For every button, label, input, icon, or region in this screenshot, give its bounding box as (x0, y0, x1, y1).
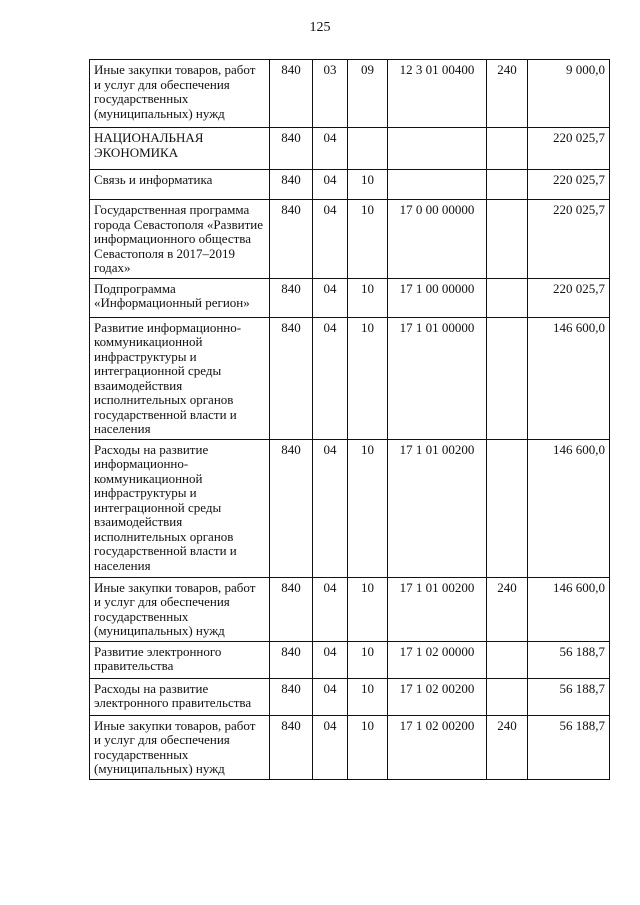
row-vr (487, 641, 528, 678)
row-rz: 04 (313, 439, 348, 577)
row-sum: 9 000,0 (528, 60, 610, 128)
row-sum: 56 188,7 (528, 715, 610, 779)
row-sum: 220 025,7 (528, 170, 610, 200)
row-ved: 840 (270, 200, 313, 279)
row-pr: 10 (348, 200, 388, 279)
row-csr (388, 128, 487, 170)
table-row (90, 678, 610, 715)
row-sum: 220 025,7 (528, 278, 610, 317)
row-csr: 17 1 01 00000 (388, 317, 487, 439)
row-sum: 220 025,7 (528, 200, 610, 279)
row-vr (487, 278, 528, 317)
row-pr: 10 (348, 641, 388, 678)
row-vr: 240 (487, 60, 528, 128)
row-pr: 10 (348, 577, 388, 641)
row-csr (388, 170, 487, 200)
row-csr: 17 1 02 00200 (388, 715, 487, 779)
row-name: Подпрограмма «Информационный регион» (90, 278, 270, 317)
row-sum: 146 600,0 (528, 439, 610, 577)
budget-table (89, 59, 610, 780)
row-ved: 840 (270, 317, 313, 439)
row-csr: 17 1 02 00000 (388, 641, 487, 678)
row-vr (487, 439, 528, 577)
page-number: 125 (309, 20, 331, 35)
table-row (90, 439, 610, 577)
row-ved: 840 (270, 439, 313, 577)
row-sum: 220 025,7 (528, 128, 610, 170)
row-vr (487, 170, 528, 200)
row-pr: 10 (348, 278, 388, 317)
row-name: Иные закупки товаров, работ и услуг для обеспечения государственных (муниципальных) нужд (90, 715, 270, 779)
row-ved: 840 (270, 678, 313, 715)
row-name: Расходы на развитие информационно-коммуникационной инфраструктуры и интеграционной среды взаимодействия исполнительных органов государственной власти и населения (90, 439, 270, 577)
row-name: Государственная программа города Севастополя «Развитие информационного общества Севастополя в 2017–2019 годах» (90, 200, 270, 279)
row-ved: 840 (270, 128, 313, 170)
row-vr (487, 317, 528, 439)
row-vr (487, 678, 528, 715)
row-name: Связь и информатика (90, 170, 270, 200)
row-csr: 17 1 00 00000 (388, 278, 487, 317)
table-row (90, 317, 610, 439)
table-row (90, 577, 610, 641)
row-sum: 146 600,0 (528, 317, 610, 439)
row-vr: 240 (487, 715, 528, 779)
row-vr: 240 (487, 577, 528, 641)
row-pr (348, 128, 388, 170)
row-rz: 04 (313, 200, 348, 279)
row-pr: 10 (348, 317, 388, 439)
table-row (90, 128, 610, 170)
row-vr (487, 200, 528, 279)
table-row (90, 641, 610, 678)
table-row (90, 200, 610, 279)
row-csr: 12 3 01 00400 (388, 60, 487, 128)
row-sum: 146 600,0 (528, 577, 610, 641)
row-ved: 840 (270, 641, 313, 678)
row-rz: 04 (313, 641, 348, 678)
row-ved: 840 (270, 60, 313, 128)
row-rz: 04 (313, 170, 348, 200)
table-row (90, 715, 610, 779)
row-csr: 17 1 01 00200 (388, 577, 487, 641)
row-pr: 10 (348, 170, 388, 200)
row-name: НАЦИОНАЛЬНАЯ ЭКОНОМИКА (90, 128, 270, 170)
row-csr: 17 1 01 00200 (388, 439, 487, 577)
row-rz: 04 (313, 317, 348, 439)
table-row (90, 278, 610, 317)
row-ved: 840 (270, 577, 313, 641)
row-pr: 10 (348, 439, 388, 577)
table-row (90, 170, 610, 200)
row-ved: 840 (270, 278, 313, 317)
row-name: Развитие информационно-коммуникационной инфраструктуры и интеграционной среды взаимодействия исполнительных органов государственной власти и населения (90, 317, 270, 439)
row-name: Расходы на развитие электронного правительства (90, 678, 270, 715)
row-rz: 04 (313, 715, 348, 779)
row-vr (487, 128, 528, 170)
row-ved: 840 (270, 170, 313, 200)
row-name: Иные закупки товаров, работ и услуг для обеспечения государственных (муниципальных) нужд (90, 577, 270, 641)
row-rz: 04 (313, 278, 348, 317)
row-rz: 04 (313, 128, 348, 170)
row-rz: 03 (313, 60, 348, 128)
row-rz: 04 (313, 678, 348, 715)
row-pr: 10 (348, 715, 388, 779)
table-row (90, 60, 610, 128)
row-name: Иные закупки товаров, работ и услуг для обеспечения государственных (муниципальных) нужд (90, 60, 270, 128)
row-pr: 09 (348, 60, 388, 128)
row-pr: 10 (348, 678, 388, 715)
row-sum: 56 188,7 (528, 641, 610, 678)
row-rz: 04 (313, 577, 348, 641)
row-ved: 840 (270, 715, 313, 779)
row-csr: 17 1 02 00200 (388, 678, 487, 715)
row-name: Развитие электронного правительства (90, 641, 270, 678)
row-csr: 17 0 00 00000 (388, 200, 487, 279)
row-sum: 56 188,7 (528, 678, 610, 715)
